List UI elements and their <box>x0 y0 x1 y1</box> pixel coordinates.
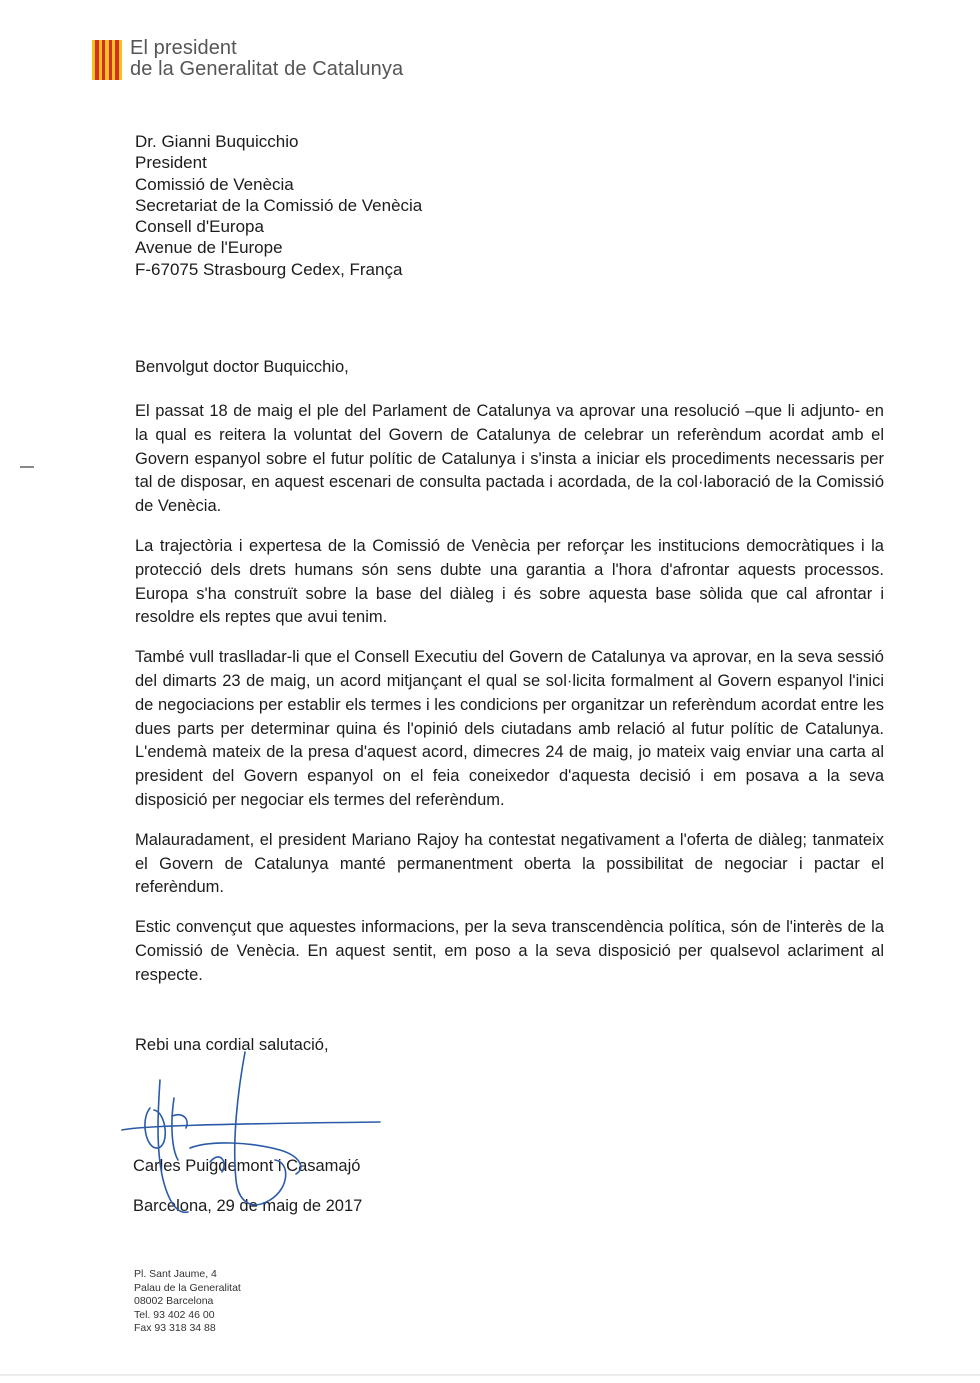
fold-mark <box>20 466 34 468</box>
body-paragraph: També vull traslladar-li que el Consell Executiu del Govern de Catalunya va aprovar, en la seva sessió del dimarts 23 de maig, un acord mitjançant el qual se sol·licita formalment al Govern espanyol l'inici de negociacions per establir els termes i les condicions per organitzar un referèndum acordat entre les dues parts per determinar quina és l'opinió dels ciutadans amb relació al futur polític de Catalunya. L'endemà mateix de la presa d'aquest acord, dimecres 24 de maig, jo mateix vaig enviar una carta al president del Govern espanyol on el feia coneixedor d'aquesta decisió i em posava a la seva disposició per negociar els termes del referèndum. <box>135 648 884 809</box>
recipient-line: Consell d'Europa <box>135 217 264 237</box>
body-paragraph: Estic convençut que aquestes informacions, per la seva transcendència política, són de l'interès de la Comissió de Venècia. En aquest sentit, em poso a la seva disposició per qualsevol aclariment al respecte. <box>135 918 884 984</box>
recipient-name: Dr. Gianni Buquicchio <box>135 132 299 151</box>
institution-line-1: El president <box>130 37 237 59</box>
salutation: Benvolgut doctor Buquicchio, <box>135 358 349 376</box>
body-paragraph: Malauradament, el president Mariano Rajoy ha contestat negativament a l'oferta de diàleg; tanmateix el Govern de Catalunya manté permanentment oberta la possibilitat de negociar i pactar el referèndum. <box>135 830 884 897</box>
institution-name <box>130 38 403 80</box>
senyera-flag-logo <box>92 40 122 80</box>
footer-line: Fax 93 318 34 88 <box>134 1322 216 1335</box>
footer-line: Palau de la Generalitat <box>134 1281 241 1294</box>
recipient-title: President <box>135 153 207 173</box>
body-paragraph: La trajectòria i expertesa de la Comissió de Venècia per reforçar les institucions democràtiques i la protecció dels drets humans són sens dubte una garantia a l'hora d'afrontar aquests processos. Europa s'ha construït sobre la base del diàleg i és sobre aquesta base sòlida que cal afrontar i resoldre els reptes que avui tenim. <box>135 536 884 627</box>
closing-line: Rebi una cordial salutació, <box>135 1036 329 1054</box>
recipient-line: F-67075 Strasbourg Cedex, França <box>135 259 403 279</box>
recipient-address <box>135 131 422 280</box>
signatory-name: Carles Puigdemont i Casamajó <box>133 1157 361 1175</box>
letter-body <box>135 400 884 1004</box>
scan-edge-line <box>0 1374 980 1376</box>
letterhead <box>92 38 403 80</box>
footer-line: Tel. 93 402 46 00 <box>134 1308 215 1321</box>
handwritten-signature <box>110 1050 400 1220</box>
footer-line: Pl. Sant Jaume, 4 <box>134 1268 217 1280</box>
footer-line: 08002 Barcelona <box>134 1295 214 1308</box>
institution-line-2: de la Generalitat de Catalunya <box>130 58 404 80</box>
recipient-line: Comissió de Venècia <box>135 174 294 194</box>
footer-address <box>134 1268 241 1336</box>
recipient-line: Avenue de l'Europe <box>135 238 283 258</box>
place-and-date: Barcelona, 29 de maig de 2017 <box>133 1197 363 1215</box>
body-paragraph: El passat 18 de maig el ple del Parlament de Catalunya va aprovar una resolució –que li adjunto- en la qual es reitera la voluntat del Govern de Catalunya de celebrar un referèndum acordat amb el Govern espanyol sobre el futur polític de Catalunya i s'insta a iniciar els procediments necessaris per tal de disposar, en aquest escenari de consulta pactada i acordada, de la col·laboració de la Comissió de Venècia. <box>135 402 884 516</box>
recipient-line: Secretariat de la Comissió de Venècia <box>135 195 423 215</box>
